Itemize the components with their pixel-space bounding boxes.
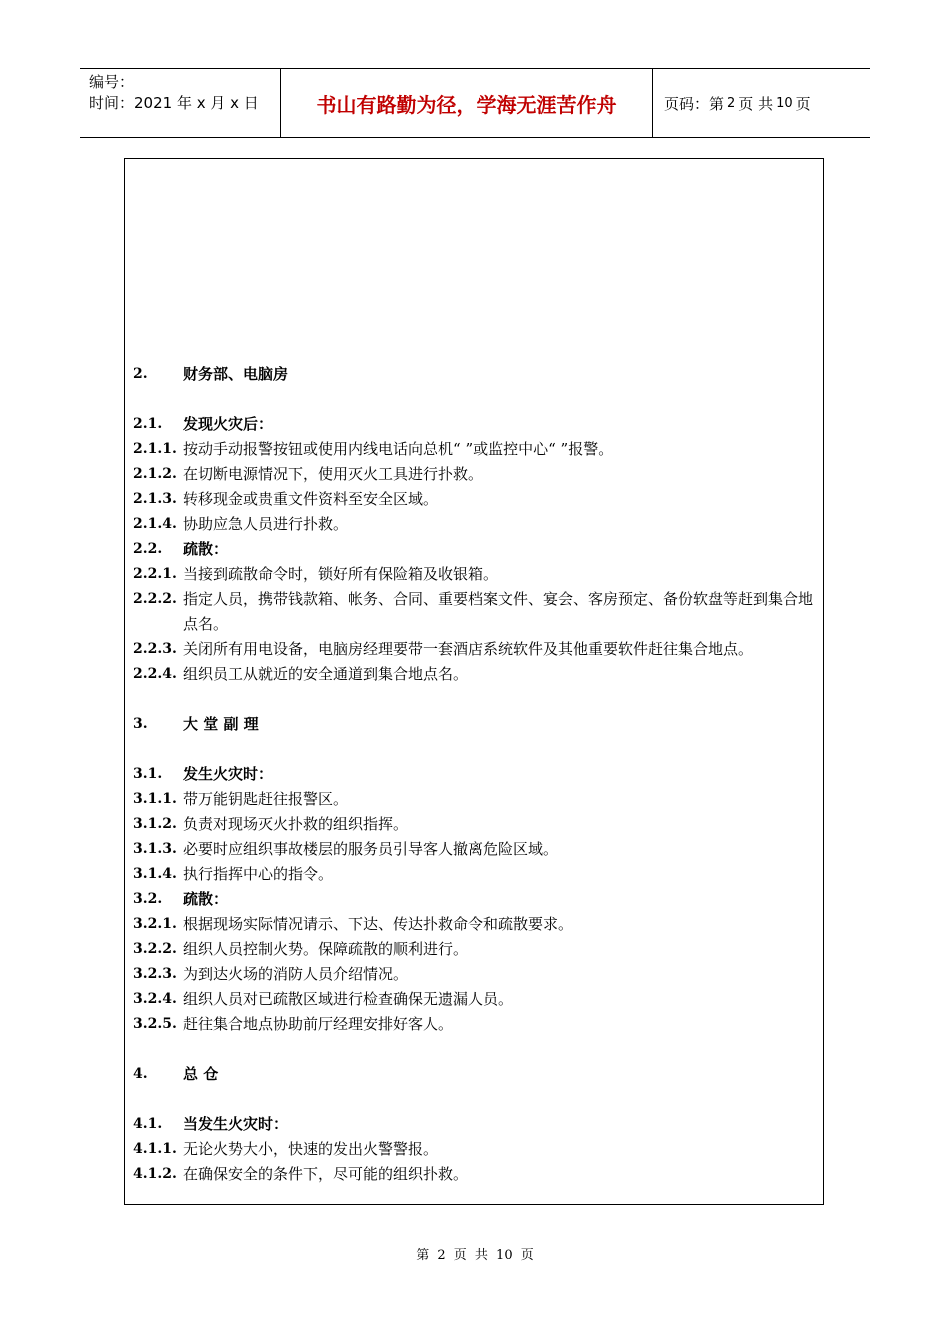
item-text: 带万能钥匙赶往报警区。 [183,790,349,808]
document-code-label: 编号： [89,73,135,91]
item-text: 为到达火场的消防人员介绍情况。 [183,965,409,983]
item-text: 关闭所有用电设备，电脑房经理要带一套酒店系统软件及其他重要软件赶往集合地点。 [183,640,754,658]
list-item [125,487,823,512]
header-page-number [653,69,881,137]
list-item [125,562,823,587]
item-text: 协助应急人员进行扑救。 [183,515,349,533]
item-number: 2.2.4. [133,666,177,682]
item-number: 2. [133,366,148,382]
list-item [125,512,823,537]
item-number: 3.2. [133,891,163,907]
section-gap [125,1037,823,1062]
item-text: 总 仓 [183,1065,219,1083]
item-text: 按动手动报警按钮或使用内线电话向总机“ ”或监控中心“ ”报警。 [183,440,614,458]
item-number: 2.2.1. [133,566,177,582]
header-motto: 书山有路勤为径，学海无涯苦作舟 [281,69,653,137]
item-text: 在确保安全的条件下，尽可能的组织扑救。 [183,1165,469,1183]
list-item [125,962,823,987]
item-number: 4.1.2. [133,1166,177,1182]
item-text: 财务部、电脑房 [183,365,289,383]
list-item [125,1062,823,1087]
section-gap [125,1087,823,1112]
page-footer: 第 2 页 共 10 页 [416,1248,534,1263]
item-text: 大 堂 副 理 [183,715,259,733]
list-item [125,1012,823,1037]
section-gap [125,387,823,412]
page-header [80,68,870,138]
list-item [125,637,823,662]
item-text: 疏散： [183,890,229,908]
item-text: 赶往集合地点协助前厅经理安排好客人。 [183,1015,454,1033]
item-number: 3.1. [133,766,163,782]
item-number: 3.1.4. [133,866,177,882]
item-number: 3.2.2. [133,941,177,957]
list-item [125,887,823,912]
list-item [125,987,823,1012]
section-gap [125,687,823,712]
list-item [125,1112,823,1137]
list-item [125,837,823,862]
item-text: 负责对现场灭火扑救的组织指挥。 [183,815,409,833]
item-text: 组织人员控制火势。保障疏散的顺利进行。 [183,940,469,958]
list-item [125,362,823,387]
list-item [125,1162,823,1187]
item-number: 3.2.3. [133,966,177,982]
item-number: 3.2.5. [133,1016,177,1032]
list-item [125,937,823,962]
item-text: 组织员工从就近的安全通道到集合地点名。 [183,665,469,683]
page-suffix: 页 [795,94,811,113]
item-text: 当发生火灾时： [183,1115,289,1133]
item-text: 转移现金或贵重文件资料至安全区域。 [183,490,439,508]
item-text: 组织人员对已疏散区域进行检查确保无遗漏人员。 [183,990,514,1008]
item-number: 2.2. [133,541,163,557]
list-item [125,787,823,812]
item-number: 3.2.4. [133,991,177,1007]
item-text: 无论火势大小，快速的发出火警警报。 [183,1140,439,1158]
item-number: 3. [133,716,148,732]
item-number: 2.1. [133,416,163,432]
list-item [125,912,823,937]
page-current: 2 [727,95,736,111]
item-text: 在切断电源情况下，使用灭火工具进行扑救。 [183,465,484,483]
content-frame [124,158,824,1205]
document-date: 时间：2021 年 x 月 x 日 [89,94,259,112]
item-text: 当接到疏散命令时，锁好所有保险箱及收银箱。 [183,565,499,583]
section-gap [125,737,823,762]
item-number: 4.1. [133,1116,163,1132]
list-item [125,662,823,687]
item-number: 4.1.1. [133,1141,177,1157]
item-number: 3.1.1. [133,791,177,807]
item-number: 2.1.1. [133,441,177,457]
list-item [125,437,823,462]
header-info-cell [80,69,281,137]
item-number: 2.1.3. [133,491,177,507]
item-number: 2.1.2. [133,466,177,482]
item-text: 根据现场实际情况请示、下达、传达扑救命令和疏散要求。 [183,915,574,933]
item-text: 执行指挥中心的指令。 [183,865,334,883]
item-number: 3.2.1. [133,916,177,932]
item-text: 疏散： [183,540,229,558]
item-text: 指定人员，携带钱款箱、帐务、合同、重要档案文件、宴会、客房预定、备份软盘等赶到集合地点名。 [183,590,814,633]
item-number: 3.1.2. [133,816,177,832]
list-item [125,462,823,487]
item-number: 3.1.3. [133,841,177,857]
item-number: 2.2.2. [133,591,177,607]
item-number: 2.1.4. [133,516,177,532]
page-total: 10 [776,95,793,111]
item-number: 4. [133,1066,148,1082]
list-item [125,1137,823,1162]
list-item [125,762,823,787]
item-text: 发生火灾时： [183,765,274,783]
page-prefix: 页码：第 [664,94,725,113]
list-item [125,412,823,437]
list-item [125,812,823,837]
item-number: 2.2.3. [133,641,177,657]
list-item [125,537,823,562]
list-item [125,587,823,637]
procedure-list [125,362,823,1187]
item-text: 发现火灾后： [183,415,274,433]
item-text: 必要时应组织事故楼层的服务员引导客人撤离危险区域。 [183,840,559,858]
list-item [125,712,823,737]
page-mid: 页 共 [738,94,774,113]
list-item [125,862,823,887]
